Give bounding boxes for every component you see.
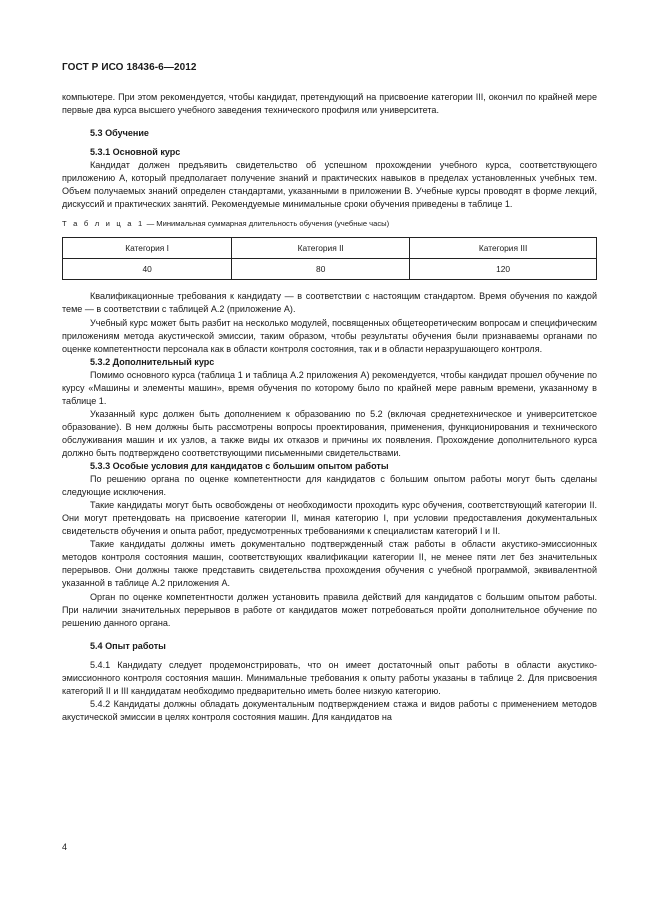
paragraph: компьютере. При этом рекомендуется, чтобы кандидат, претендующий на присвоение категории III, окончил по крайней мере первые два курса высшего учебного заведения технического профиля или университета. [62, 92, 597, 116]
table-cell: 120 [410, 259, 597, 280]
section-heading-5-3-3: 5.3.3 Особые условия для кандидатов с большим опытом работы [90, 461, 389, 472]
table-row [63, 259, 597, 280]
table-header-row [63, 238, 597, 259]
paragraph: Такие кандидаты могут быть освобождены от необходимости проходить курс обучения, соответствующий категории II. Они могут претендовать на присвоение категории II, миная категорию I, при условии предоставления документальных свидетельств обучения и опыта работ, предусмотренных требованиями к специалистам категорий I и II. [62, 500, 597, 537]
section-heading-5-3: 5.3 Обучение [90, 128, 149, 139]
paragraph: Учебный курс может быть разбит на несколько модулей, посвященных общетеоретическим вопросам и специфическим приложениям метода акустической эмиссии, таким образом, чтобы результаты обучения были признаваемы органами по оценке компетентности персонала как в области контроля состояния, так и в области неразрушающего контроля. [62, 317, 597, 354]
paragraph: 5.4.2 Кандидаты должны обладать документальным подтверждением стажа и видов работы с применением методов акустической эмиссии в целях контроля состояния машин. Для кандидатов на [62, 698, 597, 722]
paragraph: Квалификационные требования к кандидату — в соответствии с настоящим стандартом. Время обучения по каждой теме — в соответствии с таблицей А.2 (приложение А). [62, 291, 597, 315]
section-heading-5-3-1: 5.3.1 Основной курс [90, 147, 181, 158]
section-heading-5-4: 5.4 Опыт работы [90, 640, 166, 651]
paragraph: Орган по оценке компетентности должен установить правила действий для кандидатов с большим опытом работы. При наличии значительных перерывов в работе от кандидатов может потребоваться пройти дополнительное обучение по решению данного органа. [62, 591, 597, 628]
paragraph: Такие кандидаты должны иметь документально подтвержденный стаж работы в области акустико-эмиссионных методов контроля состояния машин, соответствующих квалификации категории II, не менее пяти лет без значительных перерывов. Они должны также представить свидетельства прохождения обучения с учебной программой, эквивалентной указанной в таблице А.2 приложения А. [62, 539, 597, 589]
section-heading-5-3-2: 5.3.2 Дополнительный курс [90, 356, 215, 367]
table-1-wrapper [62, 237, 597, 280]
standard-header: ГОСТ Р ИСО 18436-6—2012 [62, 62, 197, 73]
document-body [62, 91, 597, 724]
table-cell: 40 [63, 259, 232, 280]
table-caption-text: — Минимальная суммарная длительность обучения (учебные часы) [144, 219, 390, 229]
paragraph: 5.4.1 Кандидату следует продемонстрировать, что он имеет достаточный опыт работы в области акустико-эмиссионного контроля состояния машин. Минимальные требования к опыту работы указаны в таблице 2. Для присвоения категорий II и III кандидатам необходимо предварительно иметь более низкую категорию. [62, 659, 597, 696]
table-cell: 80 [232, 259, 410, 280]
table-caption-label: Т а б л и ц а 1 [62, 219, 145, 229]
table-header-cell: Категория III [410, 238, 597, 259]
table-header-cell: Категория II [232, 238, 410, 259]
training-hours-table [62, 237, 597, 280]
table-header-cell: Категория I [63, 238, 232, 259]
paragraph: По решению органа по оценке компетентности для кандидатов с большим опытом работы могут быть сделаны следующие исключения. [62, 474, 597, 498]
table-caption [62, 217, 597, 230]
paragraph: Указанный курс должен быть дополнением к образованию по 5.2 (включая среднетехническое и университетское образование). В нем должны быть рассмотрены вопросы проектирования, применения, функционирования и технического обслуживания машин и их узлов, а также виды их отказов и причины их появления. Прохождение дополнительного курса должно быть подтверждено соответствующими письменными свидетельствами. [62, 408, 597, 458]
paragraph: Кандидат должен предъявить свидетельство об успешном прохождении учебного курса, соответствующего приложению А, который предполагает получение знаний и практических навыков в пределах установленных учебных тем. Объем получаемых знаний определен стандартами, указанными в приложении В. Учебные курсы проводят в форме лекций, дискуссий и практических занятий. Рекомендуемые минимальные сроки обучения приведены в таблице 1. [62, 160, 597, 210]
page-number: 4 [62, 842, 68, 852]
paragraph: Помимо основного курса (таблица 1 и таблица А.2 приложения А) рекомендуется, чтобы кандидат прошел обучение по курсу «Машины и элементы машин», время обучения по которому было по крайней мере равным времени, указанному в таблице 1. [62, 369, 597, 406]
